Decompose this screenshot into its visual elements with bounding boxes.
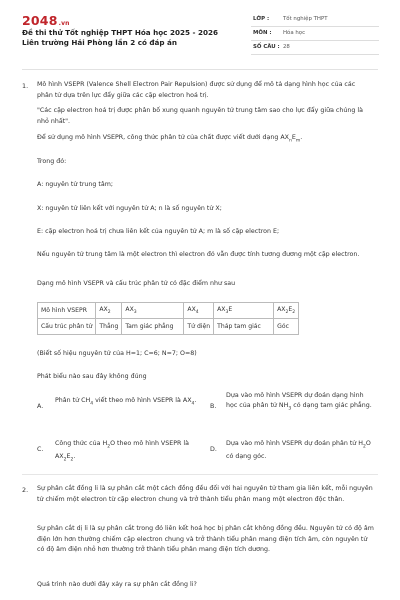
question-2-number: 2.	[22, 486, 29, 494]
table-row	[38, 319, 299, 335]
table-cell: Tam giác phẳng	[122, 319, 184, 335]
table-cell: Góc	[274, 319, 299, 335]
exam-title: Đề thi thử Tốt nghiệp THPT Hóa học 2025 - 2026 Liên trường Hải Phòng lần 2 có đáp án	[22, 28, 218, 47]
meta-class-value: Tốt nghiệp THPT	[283, 16, 328, 22]
option-c-label[interactable]: C.	[37, 446, 44, 453]
meta-count-key: SỐ CÂU :	[253, 44, 280, 50]
table-cell: Tứ diện	[184, 319, 214, 335]
q1-quote: "Các cặp electron hoá trị được phân bố xung quanh nguyên tử trung tâm sao cho lực đẩy giữa chúng là nhỏ nhất".	[37, 107, 363, 125]
table-cell: Mô hình VSEPR	[38, 303, 96, 319]
meta-count-value: 28	[283, 44, 290, 50]
q1-where: Trong đó:	[37, 158, 67, 165]
meta-subject-row	[251, 27, 379, 41]
option-d-label[interactable]: D.	[210, 446, 217, 453]
q2-p1: Sự phân cắt đồng li là sự phân cắt một cách đồng đều đối với hai nguyên tử tham gia liên kết, mỗi nguyên tử chiếm một electron từ cặp electron chung và trở thành tiểu phân mang một electron độc thân.	[37, 485, 373, 503]
q1-intro: Mô hình VSEPR (Valence Shell Electron Pair Repulsion) được sử dụng để mô tả dạng hình học của các phân tử dựa trên lực đẩy giữa các cặp electron hoá trị.	[37, 81, 356, 99]
table-cell: Thẳng	[96, 319, 122, 335]
q1-formula-lead: Để sử dụng mô hình VSEPR, công thức phân tử của chất được viết dưới dạng $AX_nE_m$.	[37, 134, 303, 144]
q2-prompt: Quá trình nào dưới đây xảy ra sự phân cắt đồng li?	[37, 581, 197, 588]
q1-table-lead: Dạng mô hình VSEPR và cấu trúc phân tử có đặc điểm như sau	[37, 280, 236, 287]
table-cell: $AX_4$	[184, 303, 214, 319]
option-c-text[interactable]: Công thức của $H_2O$ theo mô hình VSEPR là $AX_2E_2$.	[55, 440, 190, 463]
q1-note: Nếu nguyên tử trung tâm là một electron thì electron đó vẫn được tính tương đương một cặp electron.	[37, 251, 360, 258]
page-header	[0, 0, 400, 62]
table-cell: $AX_3E$	[214, 303, 274, 319]
meta-subject-key: MÔN :	[253, 30, 272, 36]
table-cell: $AX_2E_2$	[274, 303, 299, 319]
question-1-number: 1.	[22, 82, 29, 90]
meta-class-row	[251, 13, 379, 27]
exam-meta	[251, 13, 379, 55]
table-row	[38, 303, 299, 319]
header-divider	[22, 69, 378, 70]
question-separator	[22, 474, 378, 475]
option-b-text[interactable]: Dựa vào mô hình VSEPR dự đoán dạng hình học của phân tử $NH_3$ có dạng tam giác phẳng.	[226, 392, 372, 412]
q1-atomic-numbers: (Biết số hiệu nguyên tử của H=1; C=6; N=7; O=8)	[37, 350, 197, 357]
meta-class-key: LỚP :	[253, 16, 270, 22]
q1-prompt: Phát biểu nào sau đây không đúng	[37, 373, 147, 380]
site-logo[interactable]: 2048.vn	[22, 13, 70, 28]
meta-count-row	[251, 41, 379, 55]
table-cell: $AX_2$	[96, 303, 122, 319]
q1-def-e: E: cặp electron hoá trị chưa liên kết của nguyên tử A; m là số cặp electron E;	[37, 228, 280, 235]
option-b-label[interactable]: B.	[210, 403, 217, 410]
q2-p2: Sự phân cắt dị li là sự phân cắt trong đó liên kết hoá học bị phân cắt không đồng đều. Nguyên tử có độ âm điện lớn hơn thường chiếm cặp electron chung và trở thành tiểu phân mang điện tích âm, còn nguyên tử có độ âm điện nhỏ hơn thường trở thành tiểu phân mang điện tích dương.	[37, 525, 374, 553]
table-cell: Tháp tam giác	[214, 319, 274, 335]
option-d-text[interactable]: Dựa vào mô hình VSEPR dự đoán phân tử $H_2O$ có dạng góc.	[226, 440, 371, 461]
table-cell: $AX_3$	[122, 303, 184, 319]
table-cell: Cấu trúc phân tử	[38, 319, 96, 335]
option-a-text[interactable]: Phân tử $CH_4$ viết theo mô hình VSEPR là $AX_4$.	[55, 397, 197, 407]
vsepr-table	[37, 302, 299, 335]
q1-def-a: A: nguyên tử trung tâm;	[37, 181, 113, 188]
q1-def-x: X: nguyên tử liên kết với nguyên tử A; n là số nguyên tử X;	[37, 205, 222, 212]
meta-subject-value: Hóa học	[283, 30, 306, 36]
option-a-label[interactable]: A.	[37, 403, 44, 410]
